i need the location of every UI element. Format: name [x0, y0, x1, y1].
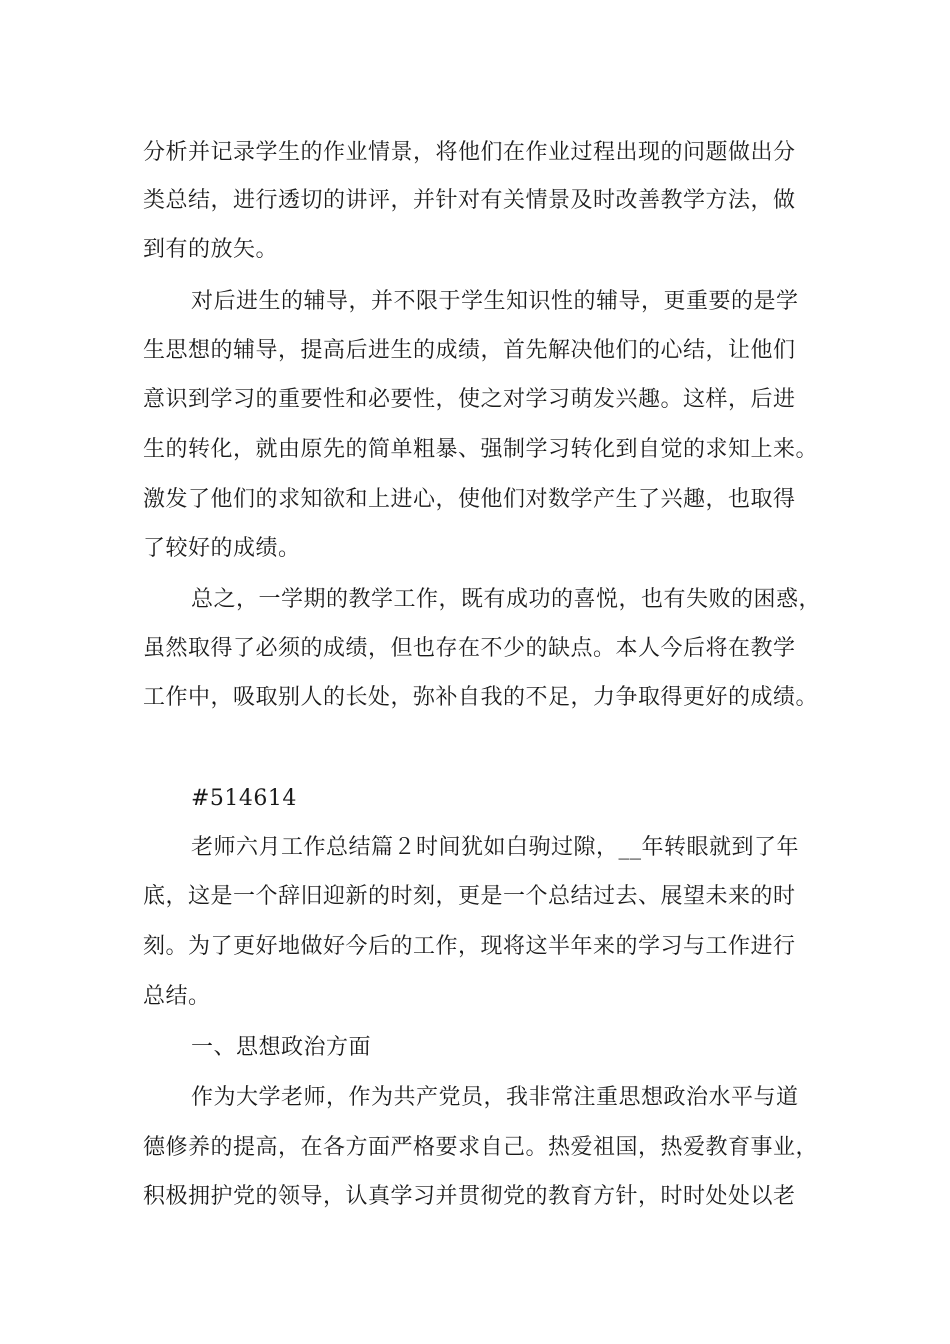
- text-line: 德修养的提高，在各方面严格要求自己。热爱祖国，热爱教育事业，: [143, 1135, 819, 1160]
- text-line: 激发了他们的求知欲和上进心，使他们对数学产生了兴趣，也取得: [143, 487, 796, 512]
- text-line: 意识到学习的重要性和必要性，使之对学习萌发兴趣。这样，后进: [143, 387, 796, 412]
- text-line: 了较好的成绩。: [143, 536, 301, 561]
- text-line: 类总结，进行透切的讲评，并针对有关情景及时改善教学方法，做: [143, 188, 796, 213]
- section-heading: 一、思想政治方面: [191, 1035, 372, 1060]
- text-line: 生思想的辅导，提高后进生的成绩，首先解决他们的心结，让他们: [143, 338, 796, 363]
- text-line: 生的转化，就由原先的简单粗暴、强制学习转化到自觉的求知上来。: [143, 437, 819, 462]
- text-line: 作为大学老师，作为共产党员，我非常注重思想政治水平与道: [191, 1085, 799, 1110]
- text-line: 底，这是一个辞旧迎新的时刻，更是一个总结过去、展望未来的时: [143, 884, 796, 909]
- text-line: 刻。为了更好地做好今后的工作，现将这半年来的学习与工作进行: [143, 934, 796, 959]
- text-line: 分析并记录学生的作业情景，将他们在作业过程出现的问题做出分: [143, 140, 796, 165]
- text-line: 老师六月工作总结篇２时间犹如白驹过隙，__年转眼就到了年: [191, 835, 800, 860]
- text-line: 虽然取得了必须的成绩，但也存在不少的缺点。本人今后将在教学: [143, 636, 796, 661]
- text-line: 对后进生的辅导，并不限于学生知识性的辅导，更重要的是学: [191, 289, 799, 314]
- text-line: 工作中，吸取别人的长处，弥补自我的不足，力争取得更好的成绩。: [143, 685, 819, 710]
- text-line: 到有的放矢。: [143, 237, 279, 262]
- text-line: 积极拥护党的领导，认真学习并贯彻党的教育方针，时时处处以老: [143, 1184, 796, 1209]
- section-id: #514614: [191, 786, 297, 811]
- text-line: 总之，一学期的教学工作，既有成功的喜悦，也有失败的困惑，: [191, 587, 822, 612]
- text-line: 总结。: [143, 984, 211, 1009]
